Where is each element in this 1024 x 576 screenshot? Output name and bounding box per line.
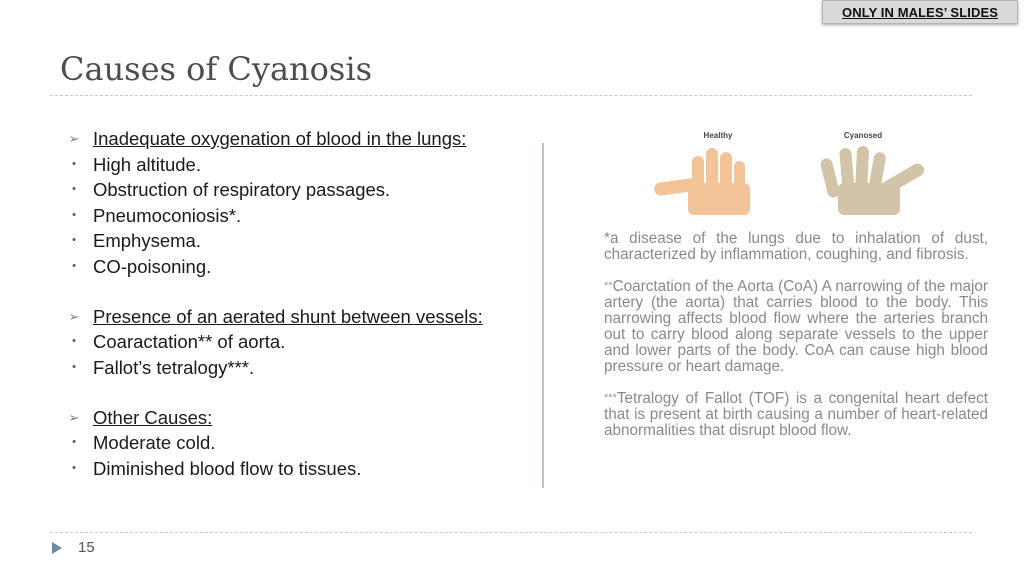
arrow-bullet-icon: ➢ bbox=[68, 131, 80, 146]
list-item: • Emphysema. bbox=[68, 228, 528, 254]
list-item: • High altitude. bbox=[68, 152, 528, 178]
dot-bullet-icon: • bbox=[72, 461, 76, 474]
section-heading: ➢ Other Causes: bbox=[68, 406, 213, 428]
healthy-hand-icon bbox=[653, 148, 750, 215]
footer-divider bbox=[50, 532, 972, 533]
page-number: 15 bbox=[78, 539, 95, 556]
dot-bullet-icon: • bbox=[72, 436, 76, 448]
section-heading: ➢ Presence of an aerated shunt between vessels: bbox=[68, 305, 483, 327]
list-item: • Coaractation** of aorta. bbox=[68, 329, 528, 355]
footnote-fallot: ***Tetralogy of Fallot (TOF) is a congenital heart defect that is present at birth causing a number of heart-related abnormalities that disrupt blood flow. bbox=[604, 390, 988, 439]
dot-bullet-icon: • bbox=[72, 360, 76, 373]
cyanosed-hand-icon bbox=[819, 146, 926, 215]
list-item: • Pneumoconiosis*. bbox=[68, 203, 528, 229]
dot-bullet-icon: • bbox=[72, 234, 76, 246]
badge-text: ONLY IN MALES’ SLIDES bbox=[842, 4, 998, 20]
footnote-coarctation: **Coarctation of the Aorta (CoA) A narrowing of the major artery (the aorta) that carries blood to the body. This narrowing affects blood flow where the arteries branch out to carry blood along separate vessels to the upper and lower parts of the body. CoA can cause high blood pressure or heart damage. bbox=[604, 278, 988, 375]
males-only-badge bbox=[822, 0, 1018, 24]
footnotes bbox=[604, 231, 988, 454]
arrow-bullet-icon: ➢ bbox=[68, 409, 80, 425]
dot-bullet-icon: • bbox=[72, 157, 76, 170]
footnote-pneumoconiosis: *a disease of the lungs due to inhalation of dust, characterized by inflammation, coughing, and fibrosis. bbox=[604, 230, 988, 263]
dot-bullet-icon: • bbox=[72, 183, 76, 195]
section-heading: ➢ Inadequate oxygenation of blood in the lungs: bbox=[68, 128, 467, 149]
play-arrow-icon bbox=[52, 542, 62, 554]
cyanosed-label: Cyanosed bbox=[843, 131, 883, 140]
healthy-label: Healthy bbox=[703, 131, 733, 140]
dot-bullet-icon: • bbox=[72, 208, 76, 221]
list-item: • Diminished blood flow to tissues. bbox=[68, 456, 528, 482]
title-divider bbox=[50, 95, 972, 96]
list-item: • CO-poisoning. bbox=[68, 254, 528, 280]
list-item: • Fallot’s tetralogy***. bbox=[68, 355, 528, 381]
list-item: • Moderate cold. bbox=[68, 430, 528, 456]
column-divider bbox=[542, 143, 544, 488]
arrow-bullet-icon: ➢ bbox=[68, 308, 80, 324]
slide-title: Causes of Cyanosis bbox=[60, 50, 372, 88]
causes-list bbox=[68, 126, 528, 481]
dot-bullet-icon: • bbox=[72, 259, 76, 272]
dot-bullet-icon: • bbox=[72, 335, 76, 347]
hands-illustration bbox=[648, 128, 938, 218]
list-item: • Obstruction of respiratory passages. bbox=[68, 177, 528, 203]
